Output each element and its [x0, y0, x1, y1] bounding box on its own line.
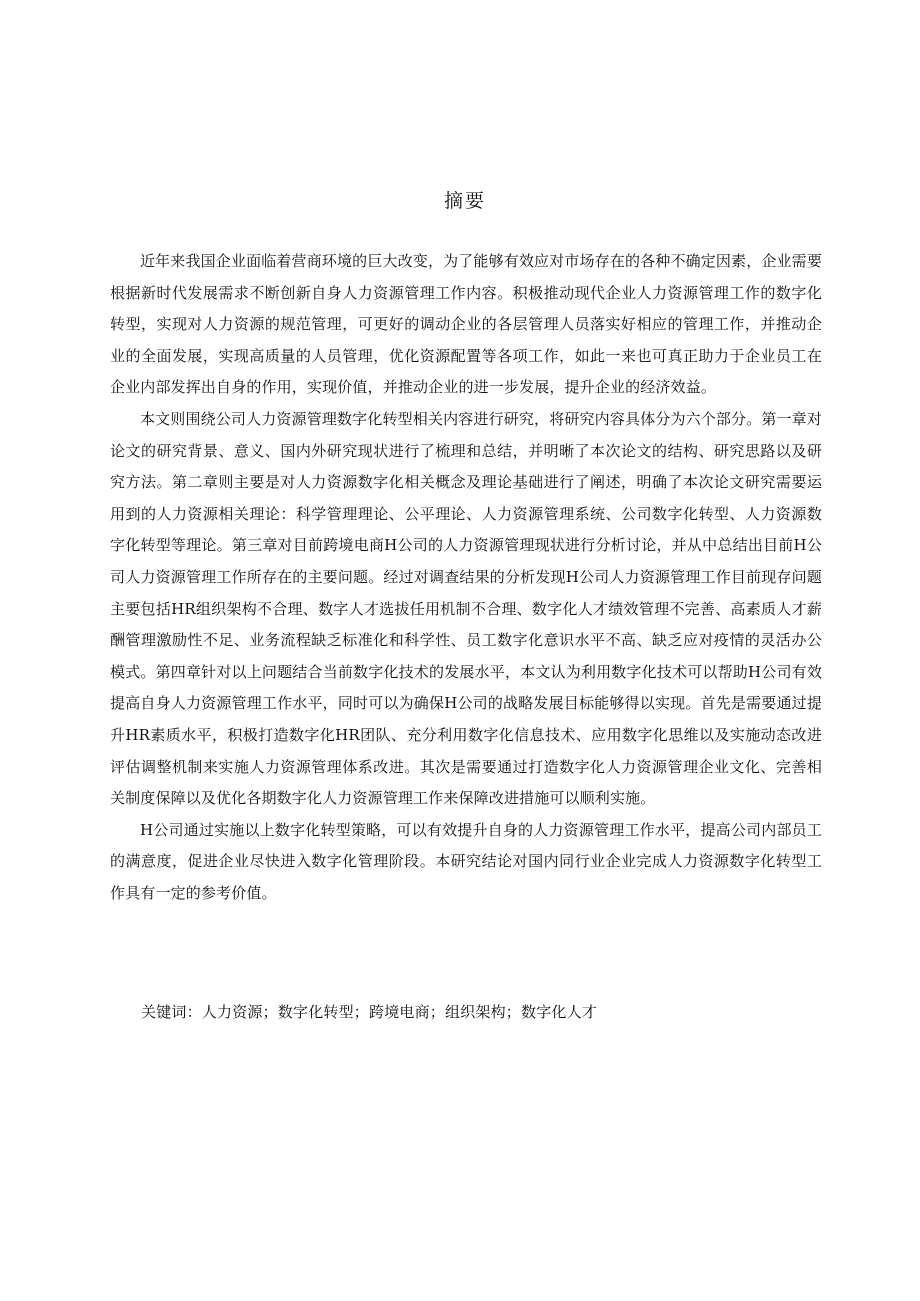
abstract-paragraph-3: H公司通过实施以上数字化转型策略，可以有效提升自身的人力资源管理工作水平，提高公司内部员工的满意度，促进企业尽快进入数字化管理阶段。本研究结论对国内同行业企业完成人力资源数字化转型工作具有一定的参考价值。	[110, 820, 822, 902]
keywords-line: 关键词：人力资源；数字化转型；跨境电商；组织架构；数字化人才	[141, 1003, 598, 1021]
abstract-paragraph-2: 本文则围绕公司人力资源管理数字化转型相关内容进行研究，将研究内容具体分为六个部分。第一章对论文的研究背景、意义、国内外研究现状进行了梳理和总结，并明晰了本次论文的结构、研究思路以及研究方法。第二章则主要是对人力资源数字化相关概念及理论基础进行了阐述，明确了本次论文研究需要运用到的人力资源相关理论：科学管理理论、公平理论、人力资源管理系统、公司数字化转型、人力资源数字化转型等理论。第三章对目前跨境电商H公司的人力资源管理现状进行分析讨论，并从中总结出目前H公司人力资源管理工作所存在的主要问题。经过对调查结果的分析发现H公司人力资源管理工作目前现存问题主要包括HR组织架构不合理、数字人才选拔任用机制不合理、数字化人才绩效管理不完善、高素质人才薪酬管理激励性不足、业务流程缺乏标准化和科学性、员工数字化意识水平不高、缺乏应对疫情的灵活办公模式。第四章针对以上问题结合当前数字化技术的发展水平，本文认为利用数字化技术可以帮助H公司有效提高自身人力资源管理工作水平，同时可以为确保H公司的战略发展目标能够得以实现。首先是需要通过提升HR素质水平，积极打造数字化HR团队、充分利用数字化信息技术、应用数字化思维以及实施动态改进评估调整机制来实施人力资源管理体系改进。其次是需要通过打造数字化人力资源管理企业文化、完善相关制度保障以及优化各期数字化人力资源管理工作来保障改进措施可以顺利实施。	[110, 409, 822, 808]
abstract-body	[110, 246, 822, 909]
abstract-paragraph-1: 近年来我国企业面临着营商环境的巨大改变，为了能够有效应对市场存在的各种不确定因素，企业需要根据新时代发展需求不断创新自身人力资源管理工作内容。积极推动现代企业人力资源管理工作的数字化转型，实现对人力资源的规范管理，可更好的调动企业的各层管理人员落实好相应的管理工作，并推动企业的全面发展，实现高质量的人员管理，优化资源配置等各项工作，如此一来也可真正助力于企业员工在企业内部发挥出自身的作用，实现价值，并推动企业的进一步发展，提升企业的经济效益。	[110, 252, 822, 397]
abstract-title: 摘要	[443, 190, 486, 212]
